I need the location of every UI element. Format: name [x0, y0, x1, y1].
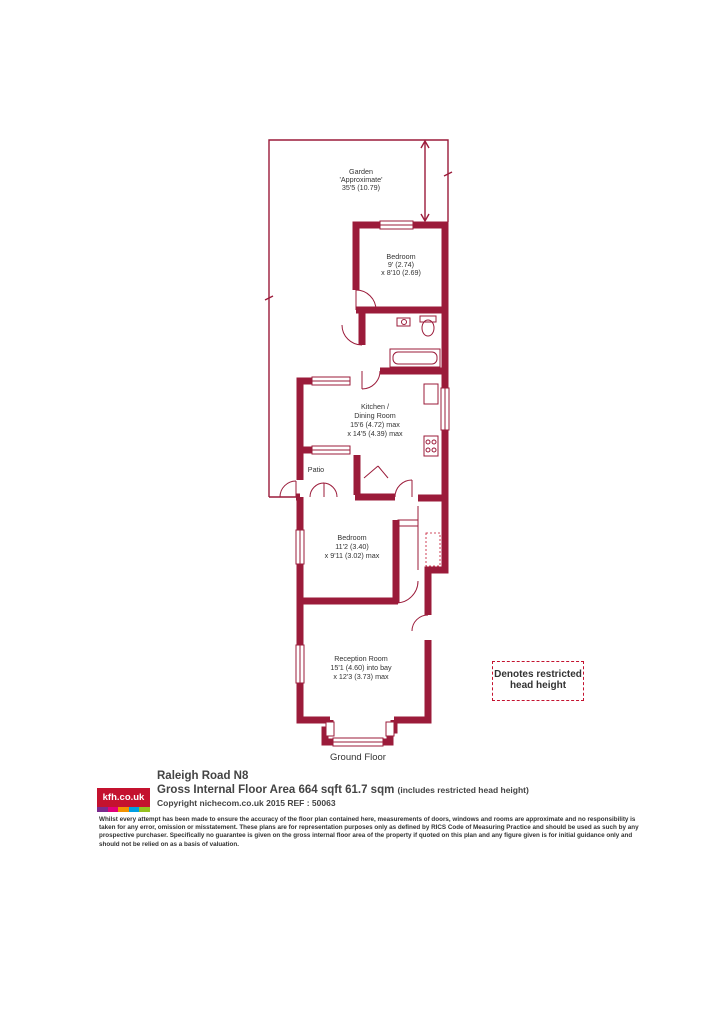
floor-area-text: Gross Internal Floor Area 664 sqft 61.7 sqm: [157, 784, 395, 797]
reception-name: Reception Room: [334, 654, 388, 663]
bedroom1-dim2: x 8'10 (2.69): [381, 268, 421, 277]
patio-name: Patio: [307, 465, 325, 474]
logo-stripe: [118, 807, 129, 812]
bedroom2-dim1: 11'2 (3.40): [335, 542, 369, 551]
garden-note: 'Approximate': [339, 175, 383, 184]
garden-dim: 35'5 (10.79): [341, 183, 381, 192]
reception-dim2: x 12'3 (3.73) max: [333, 672, 389, 681]
copyright: Copyright nichecom.co.uk 2015 REF : 50063: [157, 798, 336, 809]
legend-line2: head height: [509, 679, 567, 691]
floor-label: Ground Floor: [330, 752, 386, 763]
bedroom2-name: Bedroom: [337, 533, 367, 542]
logo-stripes: [97, 807, 150, 812]
restricted-area: [426, 533, 440, 566]
property-info: [157, 769, 529, 808]
kitchen-name1: Kitchen /: [361, 402, 389, 411]
kitchen-dim2: x 14'5 (4.39) max: [347, 429, 403, 438]
kitchen-name2: Dining Room: [354, 411, 396, 420]
logo-stripe: [108, 807, 119, 812]
room-labels: [308, 167, 421, 763]
kitchen-dim1: 15'6 (4.72) max: [350, 420, 400, 429]
logo-stripe: [129, 807, 140, 812]
legend-line1: Denotes restricted: [494, 669, 582, 680]
floor-area-note: (includes restricted head height): [397, 785, 529, 796]
reception-dim1: 15'1 (4.60) into bay: [330, 663, 392, 672]
floor-area: [157, 783, 529, 797]
logo-stripe: [97, 807, 108, 812]
address: Raleigh Road N8: [157, 770, 249, 782]
logo-text: kfh.co.uk: [102, 792, 145, 803]
restricted-height-legend: [492, 661, 584, 701]
bedroom1-name: Bedroom: [386, 252, 416, 261]
bedroom1-dim1: 9' (2.74): [387, 260, 415, 269]
garden-name: Garden: [349, 167, 373, 176]
disclaimer: Whilst every attempt has been made to ensure the accuracy of the floor plan contained here, measurements of doors, windows and rooms are approximate and no responsibility is taken for any error, omission or misstatement. These plans are for representation purposes only as defined by RICS Code of Measuring Practice and should be used as such by any prospective purchaser. Specifically no guarantee is given on the gross internal floor area of the property if quoted on this plan and any figure given is for initial guidance only and should not be relied on as a basis of valuation.: [99, 816, 639, 848]
kfh-logo: [97, 788, 150, 812]
logo-stripe: [139, 807, 150, 812]
bedroom2-dim2: x 9'11 (3.02) max: [324, 551, 380, 560]
